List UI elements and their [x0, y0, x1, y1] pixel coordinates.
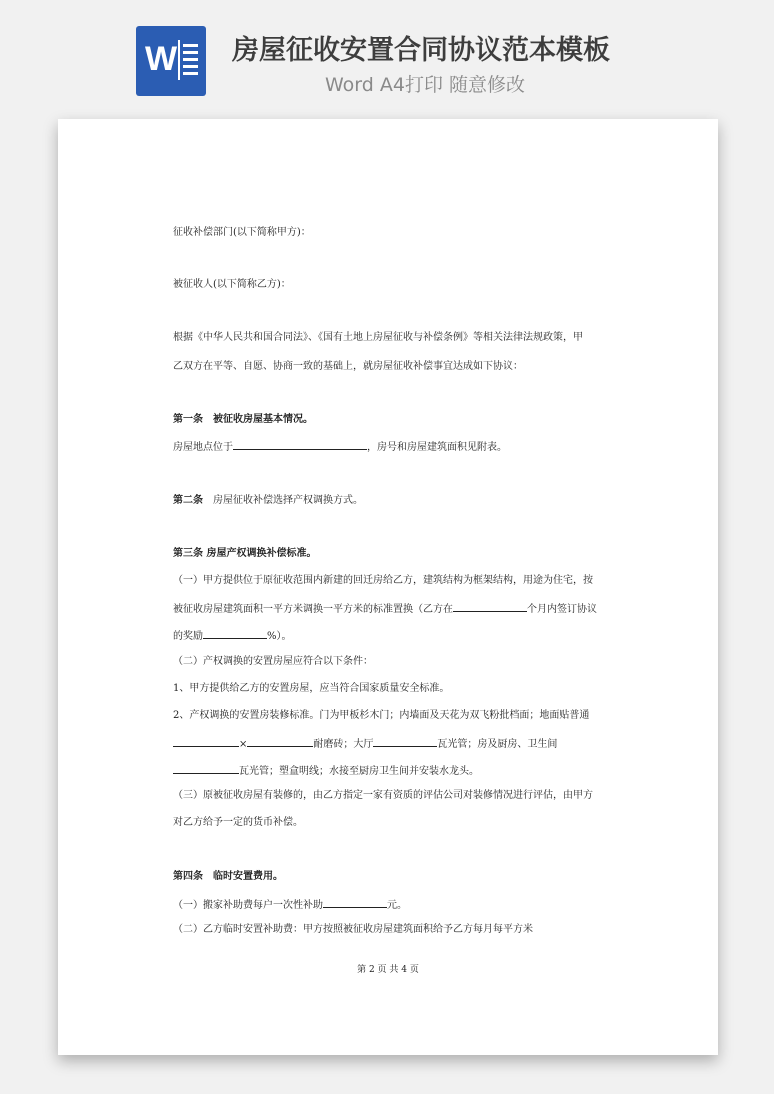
article-4-p1 — [173, 897, 407, 913]
article-3-title: 第三条 房屋产权调换补偿标准。 — [173, 548, 317, 559]
article-3-p2 — [173, 601, 597, 617]
article-3-p4: （二）产权调换的安置房屋应符合以下条件： — [173, 656, 373, 667]
article-3-p3 — [173, 628, 292, 644]
blank-field[interactable] — [453, 601, 527, 612]
party-b-line: 被征收人(以下简称乙方)： — [173, 279, 291, 290]
article-3-p3-a: 的奖励 — [173, 631, 203, 642]
article-2-title: 第二条 — [173, 495, 203, 506]
article-3-p9: （三）原被征收房屋有装修的，由乙方指定一家有资质的评估公司对装修情况进行评估，由甲方 — [173, 790, 593, 801]
article-3-p7-a: × — [239, 739, 248, 750]
word-logo-letter: W — [145, 40, 178, 78]
blank-field[interactable] — [323, 897, 387, 908]
preamble-line-1: 根据《中华人民共和国合同法》、《国有土地上房屋征收与补偿条例》等相关法律法规政策，甲 — [173, 332, 583, 343]
article-3-p7-c: 瓦光管；房及厨房、卫生间 — [437, 739, 558, 750]
page-title: 房屋征收安置合同协议范本模板 — [232, 35, 610, 66]
article-4-p2: （二）乙方临时安置补助费：甲方按照被征收房屋建筑面积给予乙方每月每平方米 — [173, 924, 533, 935]
blank-field[interactable] — [173, 763, 239, 774]
watermark — [92, 459, 111, 482]
blank-field[interactable] — [233, 439, 367, 450]
article-1-text-b: ，房号和房屋建筑面积见附表。 — [367, 442, 507, 453]
article-3-p2-b: 个月内签订协议 — [527, 604, 597, 615]
article-1-title: 第一条 被征收房屋基本情况。 — [173, 414, 313, 425]
page-number: 第 2 页 共 4 页 — [357, 965, 419, 975]
article-4-p1-b: 元。 — [387, 900, 407, 911]
party-a-line: 征收补偿部门(以下简称甲方)： — [173, 227, 311, 238]
article-3-p8-a: 瓦光管；塑盒明线；水接至厨房卫生间并安装水龙头。 — [239, 766, 479, 777]
article-4-p1-a: （一）搬家补助费每户一次性补助 — [173, 900, 323, 911]
article-3-p1: （一）甲方提供位于原征收范围内新建的回迁房给乙方，建筑结构为框架结构，用途为住宅，按 — [173, 575, 593, 586]
article-1-text-a: 房屋地点位于 — [173, 442, 233, 453]
article-3-p7 — [173, 736, 557, 752]
page-subtitle: Word A4打印 随意修改 — [325, 74, 526, 96]
article-2-text: 房屋征收补偿选择产权调换方式。 — [203, 495, 363, 506]
blank-field[interactable] — [373, 736, 437, 747]
article-3-p8 — [173, 763, 479, 779]
article-3-p10: 对乙方给予一定的货币补偿。 — [173, 817, 303, 828]
blank-field[interactable] — [173, 736, 239, 747]
word-icon — [136, 26, 206, 96]
blank-field[interactable] — [203, 628, 267, 639]
blank-field[interactable] — [247, 736, 313, 747]
article-3-p7-b: 耐磨砖；大厅 — [313, 739, 374, 750]
word-logo-lines — [178, 40, 198, 80]
header — [0, 0, 774, 110]
article-3-p5: 1、甲方提供给乙方的安置房屋，应当符合国家质量安全标准。 — [173, 683, 450, 694]
article-3-p2-a: 被征收房屋建筑面积一平方米调换一平方米的标准置换（乙方在 — [173, 604, 453, 615]
article-3-p3-b: %）。 — [267, 631, 292, 642]
preamble-line-2: 乙双方在平等、自愿、协商一致的基础上，就房屋征收补偿事宜达成如下协议： — [173, 361, 523, 372]
document-page — [58, 119, 718, 1055]
article-2-line — [173, 494, 363, 508]
article-4-title: 第四条 临时安置费用。 — [173, 871, 283, 882]
article-1-text — [173, 439, 507, 455]
article-3-p6: 2、产权调换的安置房装修标准。门为甲板杉木门；内墙面及天花为双飞粉批档面；地面贴普通 — [173, 710, 590, 721]
